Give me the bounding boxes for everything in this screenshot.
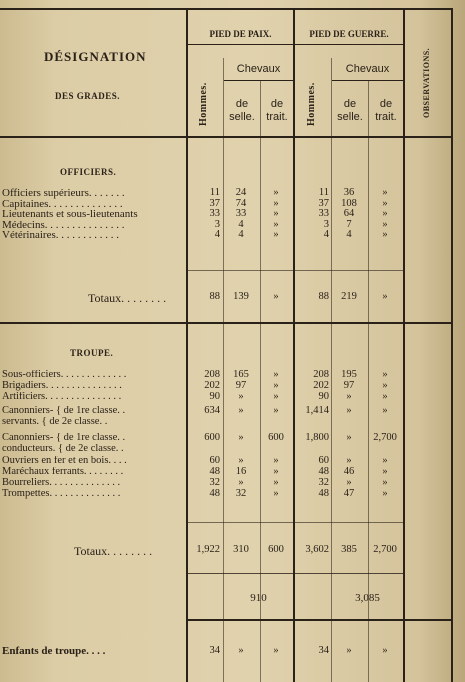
officer-row-label: Officiers supérieurs. . . . . . . [2, 188, 125, 199]
officiers-section-heading: OFFICIERS. [60, 167, 117, 177]
cell-paix-1: 310 [233, 544, 249, 555]
chevaux-sum-paix: 910 [250, 592, 267, 604]
cell-paix-0: 202 [204, 380, 220, 391]
cell-guerre-0: 4 [323, 229, 329, 240]
cell-guerre-0: 60 [318, 455, 329, 466]
cell-paix-0: 3 [214, 218, 220, 230]
cell-guerre-0: 88 [318, 291, 329, 302]
cell-guerre-2: » [382, 218, 388, 230]
cell-guerre-2: » [382, 208, 388, 219]
cell-guerre-1: » [346, 391, 352, 402]
cell-paix-1: 97 [235, 380, 247, 391]
cell-paix-0: 48 [209, 488, 220, 499]
cell-guerre-2: » [382, 291, 388, 302]
cell-paix-1: 74 [235, 197, 247, 209]
header-bottom-rule [0, 136, 453, 138]
officer-row-label: Lieutenants et sous-lieutenants [2, 209, 138, 220]
cell-guerre-1: 64 [343, 208, 355, 219]
cell-guerre-1: 385 [341, 544, 357, 555]
cell-guerre-0: 1,800 [305, 432, 329, 443]
troupe-row-label: Ouvriers en fer et en bois. . . . [2, 456, 127, 466]
cell-guerre-0: 48 [318, 466, 329, 477]
troupe-row-label: Brigadiers. . . . . . . . . . . . . . . [2, 381, 122, 391]
cell-paix-0: 90 [209, 391, 220, 402]
cell-paix-1: 24 [235, 187, 247, 198]
cell-paix-0: 11 [209, 187, 220, 198]
cell-guerre-0: 208 [313, 369, 329, 380]
officers-sum-rule [188, 270, 403, 271]
cell-paix-1: 4 [238, 229, 244, 240]
troupe-section-heading: TROUPE. [70, 348, 114, 358]
cell-paix-2: » [273, 645, 279, 656]
troupe-row-label: Sous-officiers. . . . . . . . . . . . . [2, 370, 127, 380]
officers-total-label: Totaux. . . . . . . . [88, 292, 167, 304]
cell-paix-0: 634 [204, 405, 220, 416]
cell-guerre-2: » [382, 380, 388, 391]
designation-heading: DÉSIGNATION [44, 49, 147, 64]
cell-paix-0: 1,922 [196, 544, 220, 555]
cell-guerre-2: 2,700 [373, 432, 397, 443]
cell-guerre-0: 32 [318, 477, 329, 488]
cell-guerre-0: 37 [318, 197, 329, 209]
cell-paix-1: 33 [235, 208, 247, 219]
officer-row-label: Vétérinaires. . . . . . . . . . . . [2, 230, 119, 241]
cell-guerre-1: 4 [346, 229, 352, 240]
header-split-guerre [295, 44, 403, 45]
cell-paix-2: » [273, 218, 279, 230]
de-selle-paix-heading: de selle. [229, 98, 255, 123]
cell-paix-0: 60 [209, 455, 220, 466]
cell-paix-0: 37 [209, 197, 220, 209]
cell-paix-1: 16 [235, 466, 247, 477]
hommes-paix-heading: Hommes. [198, 82, 209, 126]
cell-guerre-0: 11 [318, 187, 329, 198]
cell-paix-1: 32 [235, 488, 247, 499]
cell-guerre-1: 219 [341, 291, 357, 302]
cell-paix-1: » [238, 455, 244, 466]
de-trait-guerre-heading: de trait. [375, 98, 397, 123]
cell-guerre-2: » [382, 197, 388, 209]
cell-paix-2: » [273, 380, 279, 391]
chevaux-paix-heading: Chevaux [236, 63, 281, 75]
cell-paix-2: » [273, 455, 279, 466]
chevaux-sum-rule [188, 619, 451, 621]
cell-guerre-2: » [382, 187, 388, 198]
cell-guerre-1: » [346, 455, 352, 466]
troupe-row-label: Canonniers- { de 1re classe. . [2, 406, 126, 416]
cell-paix-0: 48 [209, 466, 220, 477]
cell-guerre-0: 33 [318, 208, 329, 219]
chevaux-guerre-heading: Chevaux [345, 63, 390, 75]
cell-guerre-1: 46 [343, 466, 355, 477]
cell-guerre-0: 34 [318, 645, 329, 656]
cell-paix-2: » [273, 477, 279, 488]
cell-paix-2: » [273, 488, 279, 499]
chevaux-rule-guerre [332, 80, 403, 81]
cell-paix-2: 600 [268, 432, 284, 443]
cell-paix-0: 33 [209, 208, 220, 219]
troupe-row-label: servants. { de 2e classe. . [2, 417, 108, 427]
cell-guerre-0: 3,602 [305, 544, 329, 555]
de-trait-paix-heading: de trait. [266, 98, 288, 123]
cell-paix-2: 600 [268, 544, 284, 555]
cell-guerre-1: 195 [341, 369, 357, 380]
cell-paix-1: » [238, 477, 244, 488]
troupe-row-label: conducteurs. { de 2e classe. . [2, 444, 124, 454]
hommes-guerre-heading: Hommes. [306, 82, 317, 126]
cell-guerre-0: 202 [313, 380, 329, 391]
des-grades-heading: DES GRADES. [55, 91, 121, 101]
officers-end-rule [0, 322, 453, 324]
pied-de-paix-heading: PIED DE PAIX. [209, 29, 272, 39]
cell-paix-0: 34 [209, 645, 220, 656]
cell-paix-2: » [273, 291, 279, 302]
chevaux-sum-guerre: 3,085 [355, 592, 380, 604]
cell-guerre-2: » [382, 369, 388, 380]
troupe-total-label: Totaux. . . . . . . . [74, 545, 153, 557]
troupe-sum-rule [188, 522, 403, 523]
cell-guerre-1: » [346, 432, 352, 443]
cell-guerre-2: » [382, 645, 388, 656]
col-rule-guerre-end [403, 8, 405, 682]
cell-paix-0: 600 [204, 432, 220, 443]
observations-heading: OBSERVATIONS. [422, 47, 431, 118]
cell-paix-2: » [273, 405, 279, 416]
cell-paix-0: 88 [209, 291, 220, 302]
officer-row-label: Médecins. . . . . . . . . . . . . . . [2, 219, 125, 231]
cell-paix-2: » [273, 466, 279, 477]
cell-guerre-1: 47 [343, 488, 355, 499]
de-selle-guerre-heading: de selle. [337, 98, 363, 123]
cell-guerre-2: » [382, 455, 388, 466]
cell-guerre-0: 3 [323, 218, 329, 230]
header-split-paix [188, 44, 293, 45]
cell-paix-0: 4 [214, 229, 220, 240]
cell-paix-2: » [273, 187, 279, 198]
cell-paix-1: » [238, 391, 244, 402]
col-rule-paix-end [293, 8, 295, 682]
cell-guerre-1: 97 [343, 380, 355, 391]
cell-guerre-1: » [346, 405, 352, 416]
cell-guerre-1: 36 [343, 187, 355, 198]
cell-guerre-2: » [382, 391, 388, 402]
cell-paix-2: » [273, 197, 279, 209]
troupe-row-label: Bourreliers. . . . . . . . . . . . . . [2, 478, 121, 488]
cell-paix-2: » [273, 229, 279, 240]
troupe-row-label: Trompettes. . . . . . . . . . . . . . [2, 489, 121, 499]
cell-guerre-1: » [346, 477, 352, 488]
cell-paix-1: » [238, 645, 244, 656]
cell-guerre-0: 48 [318, 488, 329, 499]
enfants-row-label: Enfants de troupe. . . . [2, 646, 106, 657]
pied-de-guerre-heading: PIED DE GUERRE. [309, 29, 389, 39]
troupe-total-rule [188, 573, 403, 574]
cell-paix-2: » [273, 208, 279, 219]
cell-paix-2: » [273, 369, 279, 380]
cell-guerre-2: » [382, 405, 388, 416]
cell-guerre-0: 90 [318, 391, 329, 402]
cell-guerre-2: » [382, 229, 388, 240]
col-rule-right [451, 8, 453, 682]
troupe-row-label: Canonniers- { de 1re classe. . [2, 433, 126, 443]
col-rule-label [186, 8, 188, 682]
cell-guerre-2: » [382, 477, 388, 488]
cell-guerre-2: 2,700 [373, 544, 397, 555]
cell-guerre-1: 108 [341, 197, 357, 209]
chevaux-rule-paix [224, 80, 293, 81]
cell-guerre-1: 7 [346, 218, 352, 230]
cell-paix-1: 139 [233, 291, 249, 302]
cell-guerre-2: » [382, 466, 388, 477]
cell-paix-0: 32 [209, 477, 220, 488]
cell-guerre-0: 1,414 [305, 405, 329, 416]
cell-paix-1: 165 [233, 369, 249, 380]
cell-guerre-1: » [346, 645, 352, 656]
cell-paix-2: » [273, 391, 279, 402]
troupe-row-label: Maréchaux ferrants. . . . . . . . [2, 467, 124, 477]
officer-row-label: Capitaines. . . . . . . . . . . . . . [2, 198, 123, 210]
top-rule [0, 8, 453, 10]
troupe-row-label: Artificiers. . . . . . . . . . . . . . . [2, 392, 122, 402]
cell-paix-1: » [238, 432, 244, 443]
cell-paix-1: 4 [238, 218, 244, 230]
cell-paix-1: » [238, 405, 244, 416]
cell-guerre-2: » [382, 488, 388, 499]
cell-paix-0: 208 [204, 369, 220, 380]
